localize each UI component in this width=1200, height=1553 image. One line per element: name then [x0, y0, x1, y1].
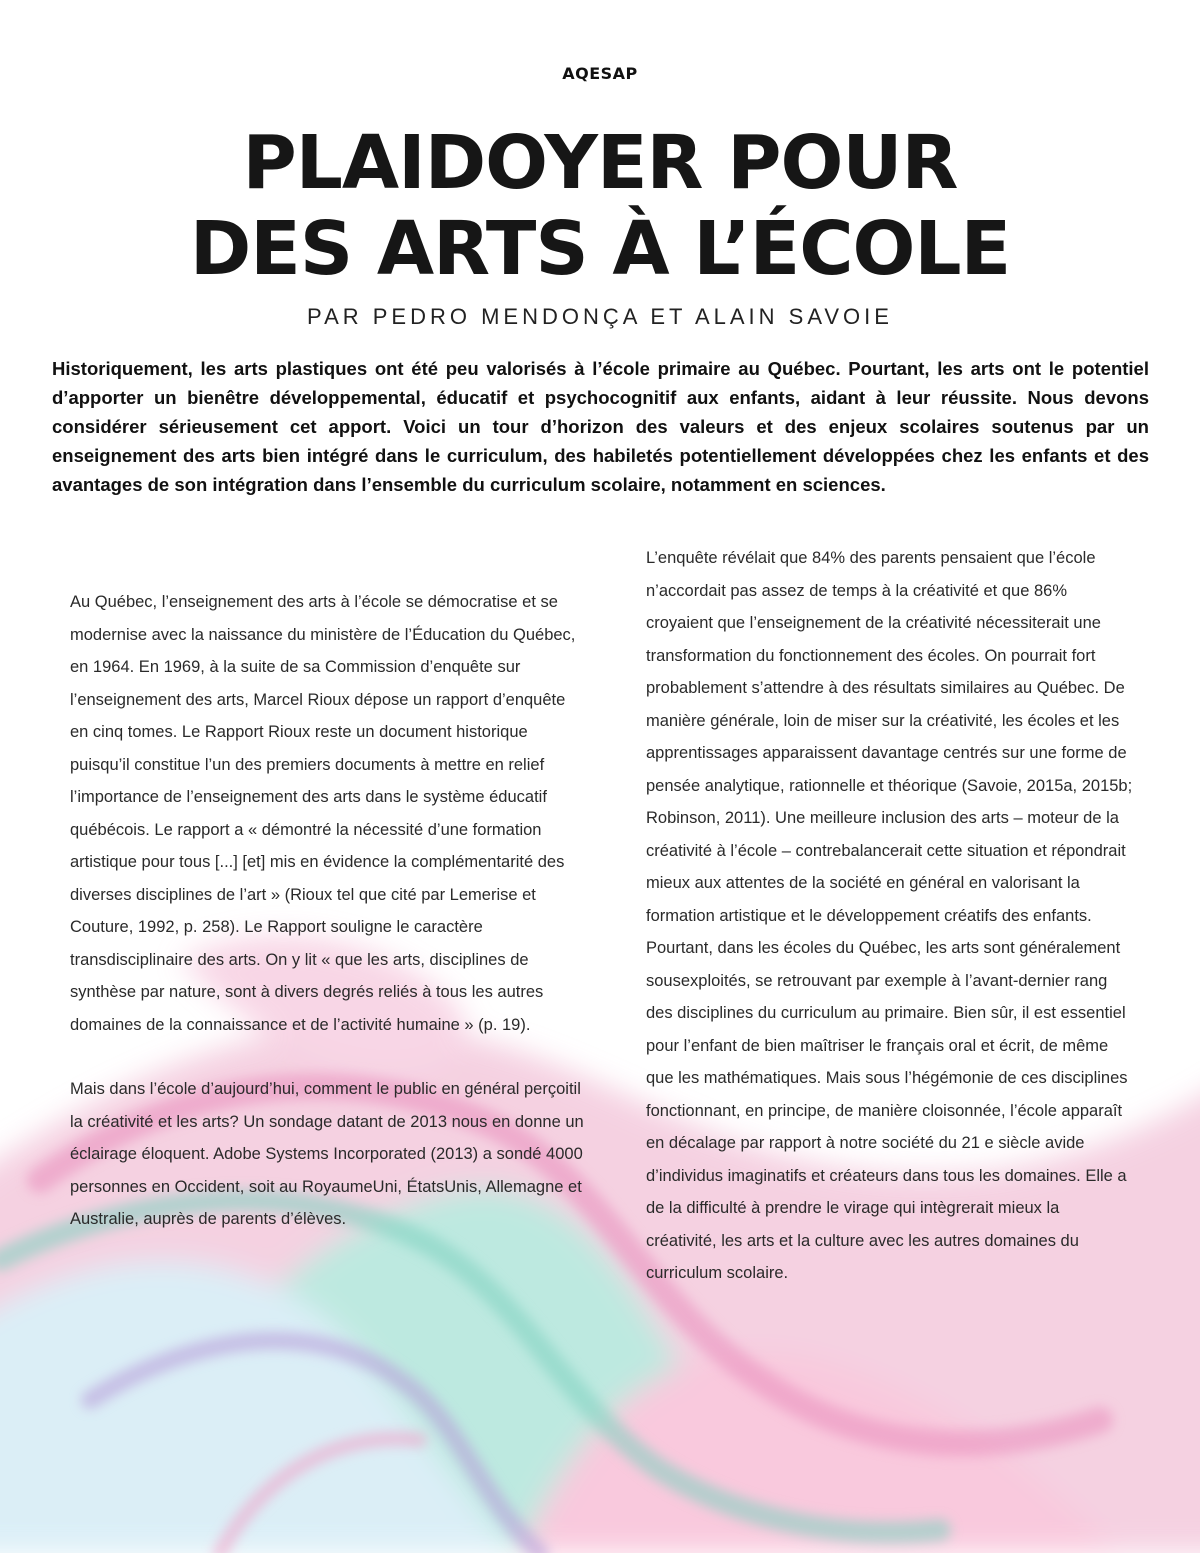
section-label: AQESAP: [562, 64, 638, 83]
left-column: [70, 586, 588, 1236]
right-column: [646, 542, 1134, 1290]
lead-paragraph: Historiquement, les arts plastiques ont été peu valorisés à l’école primaire au Québec. Pourtant, les arts ont le potentiel d’apporter un bienêtre développemental, éducatif et psychocognitif aux enfants, aidant à leur réussite. Nous devons considérer sérieusement cet apport. Voici un tour d’horizon des valeurs et des enjeux scolaires soutenus par un enseignement des arts bien intégré dans le curriculum, des habiletés potentiellement développées chez les enfants et des avantages de son intégration dans l’ensemble du curriculum scolaire, notamment en sciences.: [52, 358, 1149, 495]
article-title-line-2: DES ARTS À L’ÉCOLE: [189, 206, 1011, 292]
body-paragraph: Mais dans l’école d’aujourd’hui, comment le public en général perçoitil la créativité et les arts? Un sondage datant de 2013 nous en donne un éclairage éloquent. Adobe Systems Incorporated (2013) a sondé 4000 personnes en Occident, soit au RoyaumeUni, ÉtatsUnis, Allemagne et Australie, auprès de parents d’élèves.: [70, 1080, 584, 1228]
body-paragraph: L’enquête révélait que 84% des parents pensaient que l’école n’accordait pas assez de temps à la créativité et que 86% croyaient que l’enseignement de la créativité nécessiterait une transformation du fonctionnement des écoles. On pourrait fort probablement s’attendre à des résultats similaires au Québec. De manière générale, loin de miser sur la créativité, les écoles et les apprentissages apparaissent davantage centrés sur une forme de pensée analytique, rationnelle et théorique (Savoie, 2015a, 2015b; Robinson, 2011). Une meilleure inclusion des arts – moteur de la créativité à l’école – contrebalancerait cette situation et répondrait mieux aux attentes de la société en général en valorisant la formation artistique et le développement créatifs des enfants. Pourtant, dans les écoles du Québec, les arts sont généralement sousexploités, se retrouvant par exemple à l’avant-dernier rang des disciplines du curriculum au primaire. Bien sûr, il est essentiel pour l’enfant de bien maîtriser le français oral et écrit, de même que les mathématiques. Mais sous l’hégémonie de ces disciplines fonctionnant, en principe, de manière cloisonnée, l’école apparaît en décalage par rapport à notre société du 21 e siècle avide d’individus imaginatifs et créateurs dans tous les domaines. Elle a de la difficulté à prendre le virage qui intègrerait mieux la créativité, les arts et la culture avec les autres domaines du curriculum scolaire.: [646, 549, 1133, 1282]
article-title: [0, 120, 1200, 292]
byline: PAR PEDRO MENDONÇA ET ALAIN SAVOIE: [307, 304, 893, 329]
article-title-line-1: PLAIDOYER POUR: [242, 120, 958, 206]
body-paragraph: Au Québec, l’enseignement des arts à l’école se démocratise et se modernise avec la naissance du ministère de l’Éducation du Québec, en 1964. En 1969, à la suite de sa Commission d’enquête sur l’enseignement des arts, Marcel Rioux dépose un rapport d’enquête en cinq tomes. Le Rapport Rioux reste un document historique puisqu’il constitue l’un des premiers documents à mettre en relief l’importance de l’enseignement des arts dans le système éducatif québécois. Le rapport a « démontré la nécessité d’une formation artistique pour tous [...] [et] mis en évidence la complémentarité des diverses disciplines de l’art » (Rioux tel que cité par Lemerise et Couture, 1992, p. 258). Le Rapport souligne le caractère transdisciplinaire des arts. On y lit « que les arts, disciplines de synthèse par nature, sont à divers degrés reliés à tous les autres domaines de la connaissance et de l’activité humaine » (p. 19).: [70, 593, 576, 1034]
